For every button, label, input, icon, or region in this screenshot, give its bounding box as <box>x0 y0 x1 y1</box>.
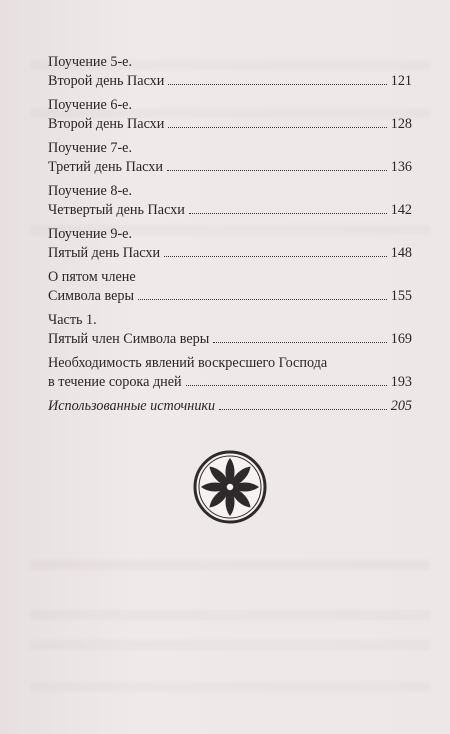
toc-entry-heading: Поучение 5-е. <box>48 54 133 70</box>
toc-entry-row <box>48 244 412 263</box>
toc-entry-title: Пятый член Символа веры <box>48 331 210 347</box>
dot-leader <box>219 408 387 410</box>
toc-entry-row <box>48 287 412 306</box>
toc-entry-row <box>48 330 412 349</box>
toc-entry-row <box>48 72 412 91</box>
toc-page-number: 148 <box>390 245 412 261</box>
toc-page-number: 142 <box>390 202 412 218</box>
dot-leader <box>167 169 387 171</box>
dot-leader <box>189 212 387 214</box>
toc-page-number: 193 <box>390 374 412 390</box>
toc-entry <box>48 268 412 306</box>
toc-page-number: 205 <box>390 398 412 414</box>
toc-entry-heading: Поучение 9-е. <box>48 226 133 242</box>
toc-entry-heading: О пятом члене <box>48 269 136 285</box>
toc-entry <box>48 225 412 263</box>
toc-entry <box>48 182 412 220</box>
toc-entry-title: Использованные источники <box>48 398 216 414</box>
toc-entry-title: Второй день Пасхи <box>48 73 165 89</box>
toc-entry-row <box>48 397 412 416</box>
toc-entry-heading: Поучение 7-е. <box>48 140 133 156</box>
toc-entry <box>48 397 412 416</box>
dot-leader <box>168 126 386 128</box>
toc-entry-title: Пятый день Пасхи <box>48 245 161 261</box>
dot-leader <box>138 298 387 300</box>
bleed-through <box>30 610 430 620</box>
toc-entry-row <box>48 115 412 134</box>
toc-entry-heading: Поучение 6-е. <box>48 97 133 113</box>
dot-leader <box>213 341 386 343</box>
toc-entry <box>48 53 412 91</box>
toc-entry-title: Четвертый день Пасхи <box>48 202 185 218</box>
toc-entry <box>48 311 412 349</box>
dot-leader <box>168 83 386 85</box>
bleed-through <box>30 640 430 650</box>
toc-entry <box>48 96 412 134</box>
toc-page-number: 169 <box>390 331 412 347</box>
dot-leader <box>164 255 387 257</box>
toc-entry-row <box>48 373 412 392</box>
toc-page-number: 128 <box>390 116 412 132</box>
toc-entry-row <box>48 201 412 220</box>
toc-page-number: 155 <box>390 288 412 304</box>
bleed-through <box>30 560 430 570</box>
toc-entry-title: в течение сорока дней <box>48 374 182 390</box>
toc-page-number: 121 <box>390 73 412 89</box>
toc-entry-title: Второй день Пасхи <box>48 116 165 132</box>
rosette-ornament-icon <box>193 450 267 524</box>
toc-entry-heading: Поучение 8-е. <box>48 183 133 199</box>
table-of-contents <box>48 53 412 421</box>
toc-entry <box>48 354 412 392</box>
bleed-through <box>30 682 430 692</box>
toc-entry <box>48 139 412 177</box>
toc-entry-heading: Часть 1. <box>48 312 97 328</box>
toc-entry-row <box>48 158 412 177</box>
toc-entry-title: Третий день Пасхи <box>48 159 163 175</box>
toc-page-number: 136 <box>390 159 412 175</box>
dot-leader <box>186 384 387 386</box>
toc-entry-heading: Необходимость явлений воскресшего Господа <box>48 355 328 371</box>
toc-entry-title: Символа веры <box>48 288 135 304</box>
